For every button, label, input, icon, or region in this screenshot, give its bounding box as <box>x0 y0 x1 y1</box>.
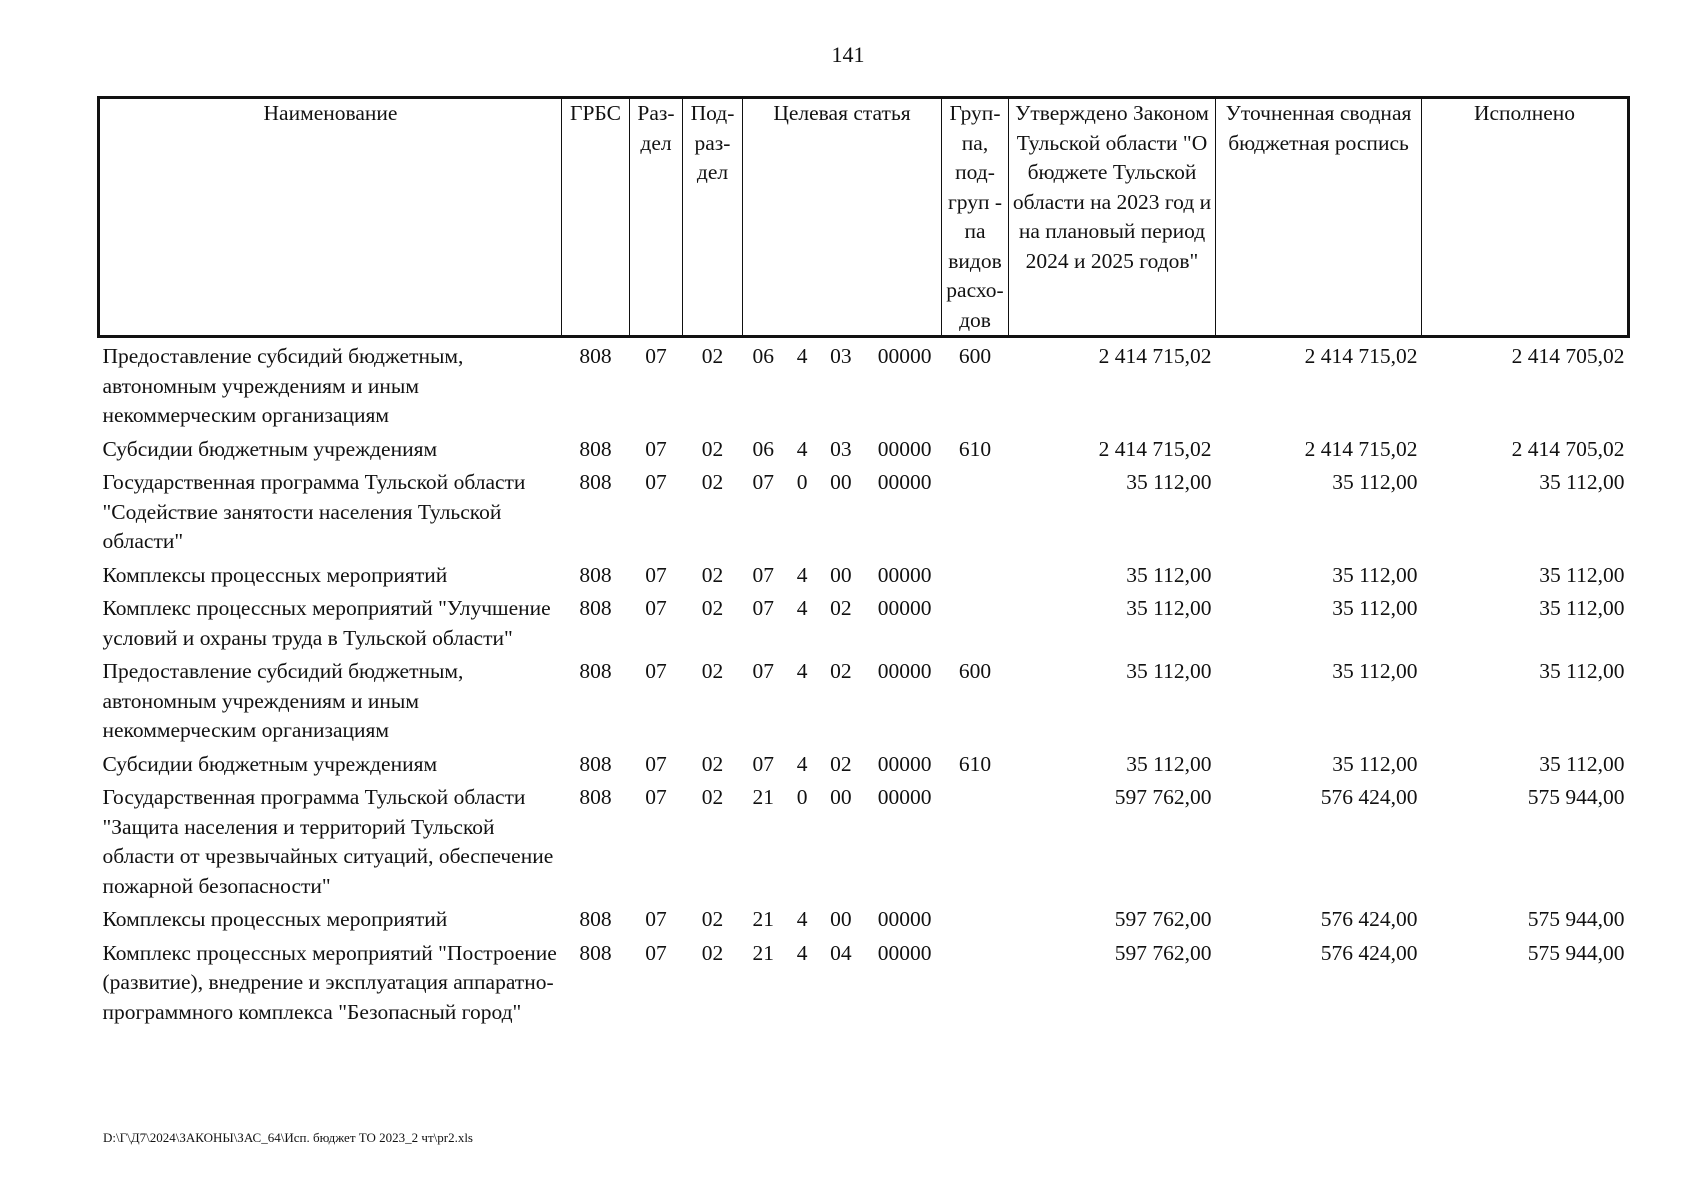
target-event: 04 <box>830 940 852 965</box>
target-program: 07 <box>752 470 774 494</box>
row-name: Комплекс процессных мероприятий "Улучшение условий и охраны труда в Тульской области" <box>102 596 551 650</box>
target-program: 06 <box>752 344 774 368</box>
target-event: 02 <box>830 659 852 683</box>
target-type: 0 <box>796 785 808 809</box>
row-name: Комплексы процессных мероприятий <box>102 907 448 931</box>
row-subsection: 02 <box>701 562 724 587</box>
row-section: 07 <box>645 344 667 368</box>
row-refined: 576 424,00 <box>1320 907 1418 931</box>
row-refined: 35 112,00 <box>1332 751 1418 776</box>
row-section: 07 <box>645 562 667 587</box>
row-group <box>942 557 1009 591</box>
row-executed: 35 112,00 <box>1539 562 1625 587</box>
row-grbs: 808 <box>579 470 612 494</box>
target-event: 00 <box>830 470 852 494</box>
target-program: 07 <box>752 751 774 776</box>
row-target-article <box>743 935 942 1028</box>
target-type: 4 <box>796 940 808 965</box>
header-section: Раз- дел <box>630 98 683 337</box>
target-direction: 00000 <box>877 785 932 809</box>
row-target-article <box>743 557 942 591</box>
row-section: 07 <box>645 436 667 461</box>
table-row <box>99 746 1629 780</box>
row-target-article <box>743 590 942 653</box>
target-direction: 00000 <box>877 596 932 620</box>
row-subsection: 02 <box>701 940 724 965</box>
target-type: 4 <box>796 596 808 620</box>
row-subsection: 02 <box>701 907 724 931</box>
row-refined: 35 112,00 <box>1332 470 1418 494</box>
row-grbs: 808 <box>579 562 612 587</box>
target-type: 4 <box>796 344 808 368</box>
row-approved: 35 112,00 <box>1126 659 1212 683</box>
row-refined: 35 112,00 <box>1332 659 1418 683</box>
row-executed: 35 112,00 <box>1539 470 1625 494</box>
row-executed: 575 944,00 <box>1527 940 1625 965</box>
row-refined: 35 112,00 <box>1332 562 1418 587</box>
table-row <box>99 337 1629 431</box>
row-executed: 575 944,00 <box>1527 907 1625 931</box>
target-event: 03 <box>830 344 852 368</box>
row-executed: 2 414 705,02 <box>1511 344 1625 368</box>
row-target-article <box>743 779 942 901</box>
row-grbs: 808 <box>579 751 612 776</box>
target-program: 07 <box>752 596 774 620</box>
row-subsection: 02 <box>701 596 724 620</box>
header-approved: Утверждено Законом Тульской области "О бюджете Тульской области на 2023 год и на плановый период 2024 и 2025 годов" <box>1009 98 1216 337</box>
row-subsection: 02 <box>701 785 724 809</box>
row-subsection: 02 <box>701 751 724 776</box>
target-program: 21 <box>752 907 774 931</box>
row-grbs: 808 <box>579 436 612 461</box>
target-type: 4 <box>796 659 808 683</box>
row-grbs: 808 <box>579 344 612 368</box>
header-row <box>99 98 1629 337</box>
row-group: 610 <box>958 751 992 776</box>
row-approved: 35 112,00 <box>1126 562 1212 587</box>
row-name: Государственная программа Тульской области "Защита населения и территорий Тульской области от чрезвычайных ситуаций, обеспечение пожарной безопасности" <box>102 785 554 898</box>
target-direction: 00000 <box>877 751 932 776</box>
target-type: 0 <box>796 470 808 494</box>
target-program: 07 <box>752 659 774 683</box>
row-name: Государственная программа Тульской области "Содействие занятости населения Тульской области" <box>102 470 526 553</box>
target-event: 00 <box>830 785 852 809</box>
header-grbs: ГРБС <box>562 98 630 337</box>
table-row <box>99 557 1629 591</box>
row-group <box>942 779 1009 901</box>
row-target-article <box>743 653 942 746</box>
row-subsection: 02 <box>701 344 724 368</box>
row-group <box>942 590 1009 653</box>
row-subsection: 02 <box>701 470 724 494</box>
row-approved: 597 762,00 <box>1114 940 1212 965</box>
target-type: 4 <box>796 907 808 931</box>
target-direction: 00000 <box>877 436 932 461</box>
header-refined: Уточненная сводная бюджетная роспись <box>1216 98 1422 337</box>
row-group <box>942 464 1009 557</box>
row-approved: 597 762,00 <box>1114 907 1212 931</box>
row-target-article <box>743 746 942 780</box>
row-name: Предоставление субсидий бюджетным, автономным учреждениям и иным некоммерческим организациям <box>102 659 464 742</box>
target-direction: 00000 <box>877 907 932 931</box>
table-row <box>99 590 1629 653</box>
row-group: 610 <box>958 436 992 461</box>
target-event: 03 <box>830 436 852 461</box>
row-grbs: 808 <box>579 596 612 620</box>
row-section: 07 <box>645 907 667 931</box>
row-approved: 35 112,00 <box>1126 596 1212 620</box>
target-direction: 00000 <box>877 940 932 965</box>
row-approved: 2 414 715,02 <box>1098 344 1212 368</box>
row-approved: 597 762,00 <box>1114 785 1212 809</box>
row-group: 600 <box>958 344 992 368</box>
row-name: Комплексы процессных мероприятий <box>102 562 448 587</box>
row-subsection: 02 <box>701 659 724 683</box>
target-program: 21 <box>752 785 774 809</box>
row-approved: 2 414 715,02 <box>1098 436 1212 461</box>
table-body <box>99 337 1629 1028</box>
target-type: 4 <box>796 562 808 587</box>
target-direction: 00000 <box>877 344 932 368</box>
row-grbs: 808 <box>579 785 612 809</box>
table-row <box>99 779 1629 901</box>
row-refined: 2 414 715,02 <box>1304 436 1418 461</box>
row-refined: 576 424,00 <box>1320 940 1418 965</box>
row-group: 600 <box>958 659 992 683</box>
row-subsection: 02 <box>701 436 724 461</box>
page-number: 141 <box>831 42 865 67</box>
row-section: 07 <box>645 751 667 776</box>
row-refined: 576 424,00 <box>1320 785 1418 809</box>
target-direction: 00000 <box>877 659 932 683</box>
target-event: 02 <box>830 751 852 776</box>
row-grbs: 808 <box>579 659 612 683</box>
target-event: 00 <box>830 562 852 587</box>
row-target-article <box>743 901 942 935</box>
row-grbs: 808 <box>579 907 612 931</box>
header-subsection: Под- раз- дел <box>683 98 743 337</box>
header-name: Наименование <box>99 98 562 337</box>
row-name: Субсидии бюджетным учреждениям <box>102 436 438 461</box>
table-row <box>99 901 1629 935</box>
header-target-article: Целевая статья <box>743 98 942 337</box>
row-target-article <box>743 337 942 431</box>
row-grbs: 808 <box>579 940 612 965</box>
row-section: 07 <box>645 596 667 620</box>
target-type: 4 <box>796 436 808 461</box>
row-target-article <box>743 464 942 557</box>
header-executed: Исполнено <box>1422 98 1629 337</box>
target-event: 02 <box>830 596 852 620</box>
table-row <box>99 431 1629 465</box>
target-direction: 00000 <box>877 562 932 587</box>
row-name: Субсидии бюджетным учреждениям <box>102 751 438 776</box>
row-name: Предоставление субсидий бюджетным, автономным учреждениям и иным некоммерческим организациям <box>102 344 464 427</box>
row-executed: 575 944,00 <box>1527 785 1625 809</box>
target-direction: 00000 <box>877 470 932 494</box>
header-expense-group: Груп- па, под- груп - па видов расхо- дов <box>942 98 1009 337</box>
target-type: 4 <box>796 751 808 776</box>
row-executed: 35 112,00 <box>1539 596 1625 620</box>
row-refined: 2 414 715,02 <box>1304 344 1418 368</box>
row-executed: 35 112,00 <box>1539 659 1625 683</box>
row-approved: 35 112,00 <box>1126 470 1212 494</box>
target-program: 21 <box>752 940 774 965</box>
row-section: 07 <box>645 470 667 494</box>
target-program: 06 <box>752 436 774 461</box>
row-section: 07 <box>645 785 667 809</box>
table-row <box>99 653 1629 746</box>
row-name: Комплекс процессных мероприятий "Построение (развитие), внедрение и эксплуатация аппаратно-программного комплекса "Безопасный город" <box>102 940 557 1024</box>
target-event: 00 <box>830 907 852 931</box>
row-section: 07 <box>645 659 667 683</box>
row-executed: 2 414 705,02 <box>1511 436 1625 461</box>
row-section: 07 <box>645 940 667 965</box>
table-row <box>99 935 1629 1028</box>
target-program: 07 <box>752 562 774 587</box>
row-group <box>942 901 1009 935</box>
budget-table <box>97 96 1630 1027</box>
row-refined: 35 112,00 <box>1332 596 1418 620</box>
row-target-article <box>743 431 942 465</box>
row-approved: 35 112,00 <box>1126 751 1212 776</box>
file-path-footer: D:\Г\Д7\2024\ЗАКОНЫ\ЗАС_64\Исп. бюджет ТО 2023_2 чт\pr2.xls <box>103 1130 473 1145</box>
row-group <box>942 935 1009 1028</box>
row-executed: 35 112,00 <box>1539 751 1625 776</box>
table-row <box>99 464 1629 557</box>
